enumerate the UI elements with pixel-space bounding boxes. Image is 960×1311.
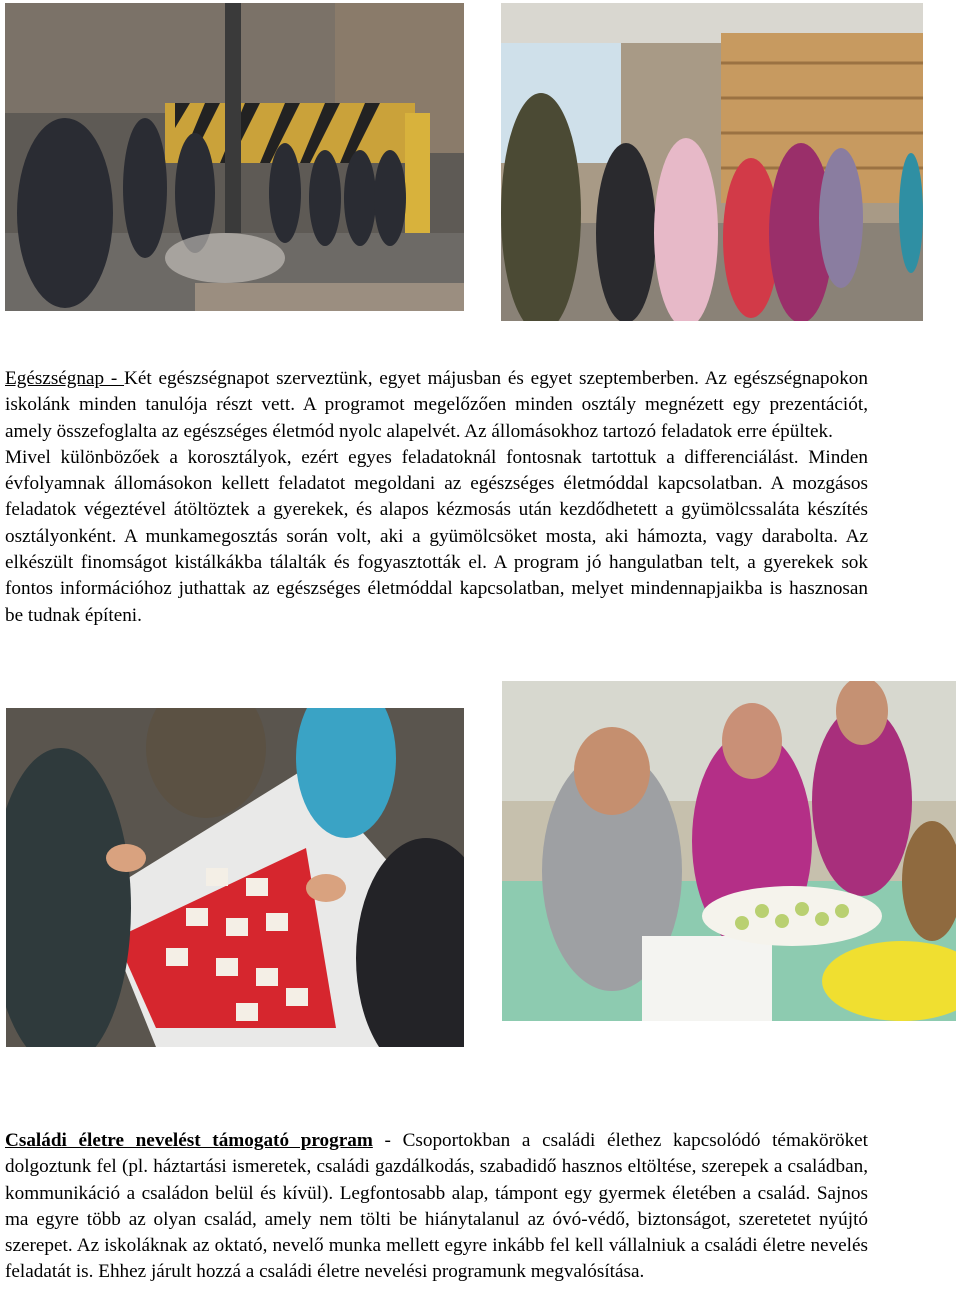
photo-fruit-salad [502,681,956,1021]
photo-food-pyramid [6,708,464,1047]
family-life-paragraph: - Csoportokban a családi élethez kapcsolódó témaköröket dolgoztunk fel (pl. háztartási ismeretek, családi gazdálkodás, szabadidő hasznos eltöltése, szerepek a családban, kommunikáció a családon belül és kívül). Legfontosabb alap, támpont egy gyermek életében a család. Sajnos ma egyre több az olyan család, amely nem tölti be hiánytalanul az óvó-védő, biztonságot, szeretetet nyújtó szerepet. Az iskoláknak az oktató, nevelő munka mellett egyre inkább fel kell vállalniuk a családi életre nevelés feladatát is. Ehhez járult hozzá a családi életre nevelési programunk megvalósítása. [5,1130,869,1283]
health-day-section [5,366,868,629]
family-life-section [5,1128,868,1286]
photo-lumber-warehouse [501,3,923,321]
health-day-paragraph-b: Mivel különbözőek a korosztályok, ezért egyes feladatoknál fontosnak tartottuk a differenciálást. Minden évfolyamnak állomásokon kellett feladatot megoldani az egészséges életmóddal kapcsolatban. A mozgásos feladatok végeztével átöltöztek a gyerekek, és alapos kézmosás után kezdődhetett a gyümölcssaláta készítés osztályonként. A munkamegosztás során volt, aki a gyümölcsöket mosta, aki hámozta, vagy darabolta. Az elkészült finomságot kistálkákba tálalták és fogyasztották el. A program jó hangulatban telt, a gyerekek sok fontos információhoz juthattak az egészséges életmóddal kapcsolatban, melyet mindennapjaikba is hasznosan be tudnak építeni. [5,446,868,626]
photo-factory-visit [5,3,464,311]
health-day-heading: Egészségnap - [5,368,125,389]
health-day-paragraph-a: Két egészségnapot szerveztünk, egyet májusban és egyet szeptemberben. Az egészségnapokon iskolánk minden tanulója részt vett. A programot megelőzően minden osztály megnézett egy prezentációt, amely összefoglalta az egészséges életmód nyolc alapelvét. Az állomásokhoz tartozó feladatok erre épültek. [5,368,868,442]
family-life-heading: Családi életre nevelést támogató program [5,1130,373,1151]
